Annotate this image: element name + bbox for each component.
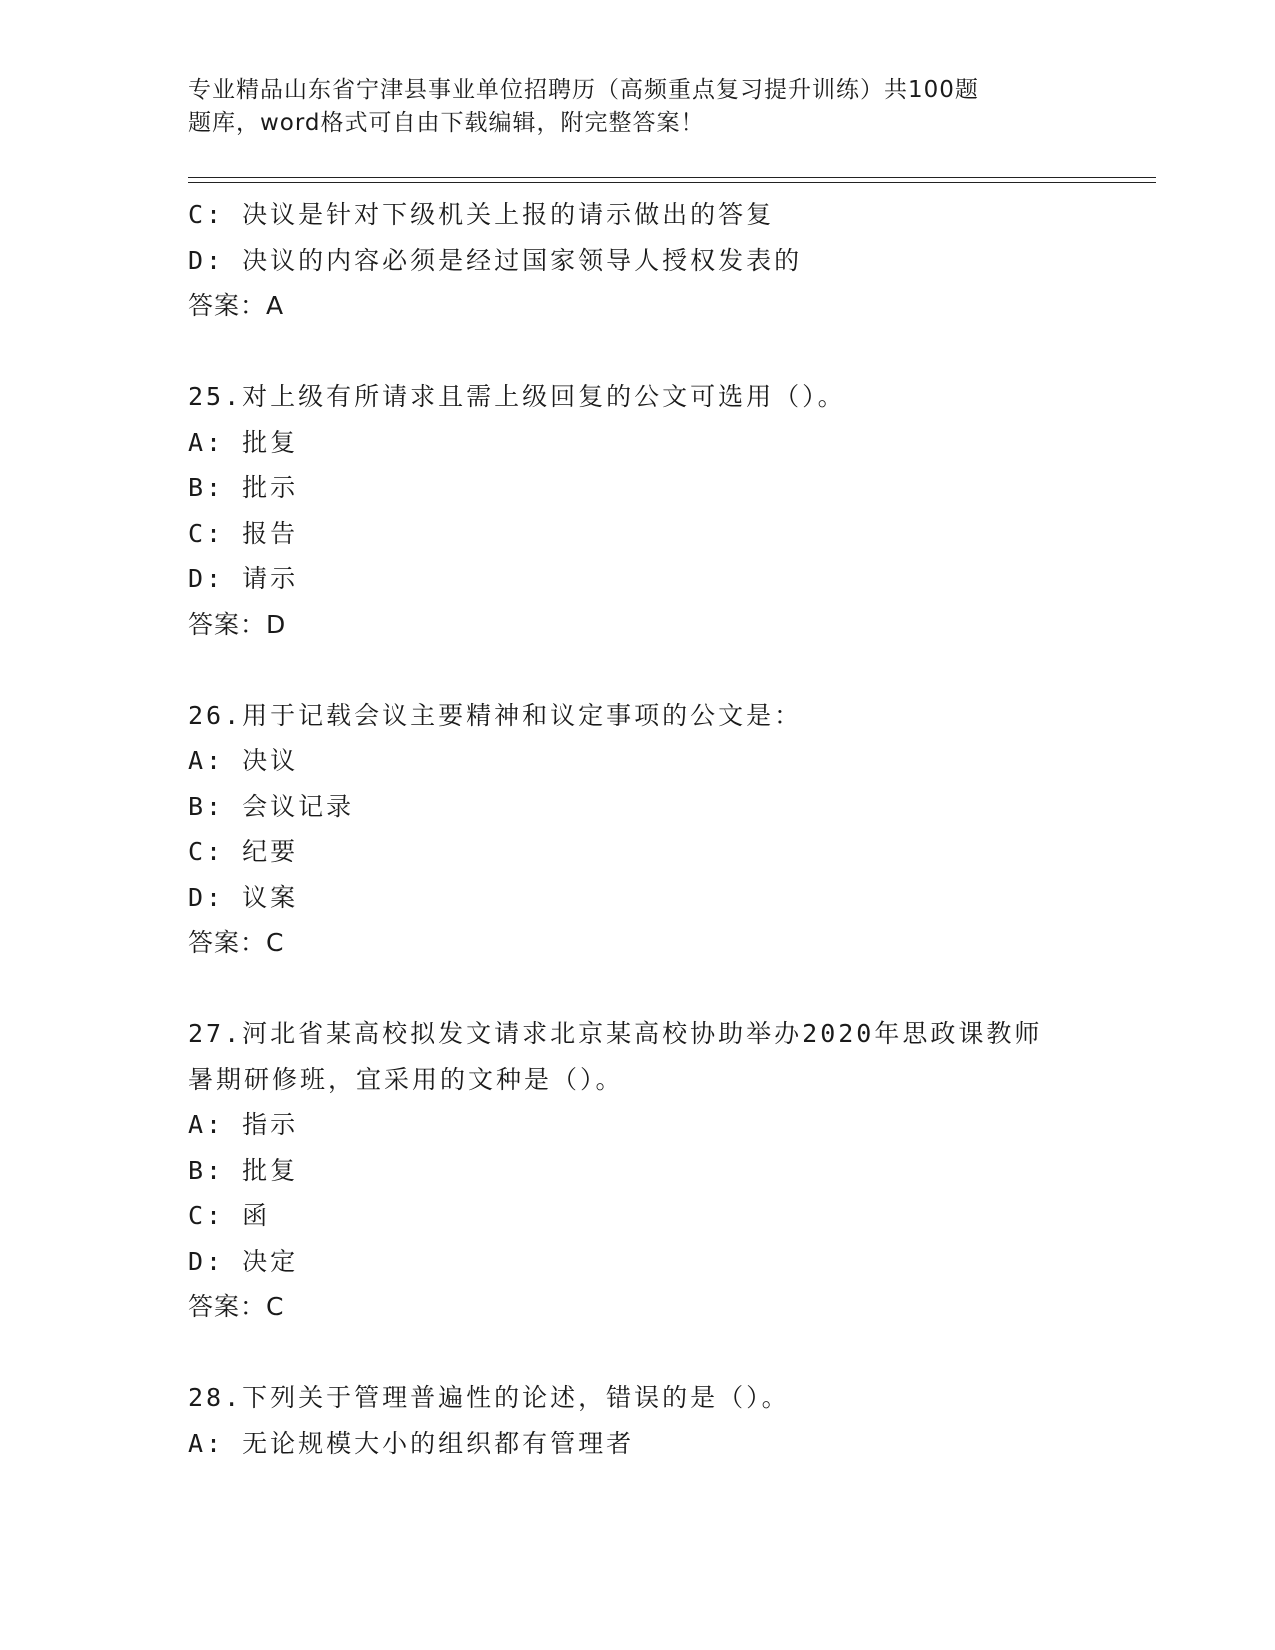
question-stem: 28.下列关于管理普遍性的论述，错误的是（）。 — [188, 1383, 790, 1412]
answer-line: 答案：D — [188, 609, 287, 639]
question-stem: 26.用于记载会议主要精神和议定事项的公文是： — [188, 700, 803, 730]
option-a: A: 批复 — [188, 427, 299, 457]
question-content — [188, 192, 1088, 1466]
question-stem-continued: 暑期研修班，宜采用的文种是（）。 — [188, 1064, 624, 1094]
spacer — [188, 966, 1088, 1012]
option-b: B: 会议记录 — [188, 791, 355, 821]
spacer — [188, 1330, 1088, 1376]
answer-line: 答案：C — [188, 928, 285, 957]
option-c: C: 纪要 — [188, 837, 299, 866]
header-title-line-2: 题库，word格式可自由下载编辑，附完整答案！ — [188, 110, 705, 136]
document-header — [188, 74, 1028, 140]
spacer — [188, 329, 1088, 375]
option-d: D: 决定 — [188, 1246, 299, 1276]
option-c: C: 函 — [188, 1201, 271, 1230]
header-rule-bottom — [188, 182, 1156, 183]
option-d: D: 请示 — [188, 564, 299, 593]
option-d: D: 议案 — [188, 882, 299, 912]
question-stem: 27.河北省某高校拟发文请求北京某高校协助举办2020年思政课教师 — [188, 1019, 1043, 1048]
header-rule-top — [188, 177, 1156, 178]
option-a: A: 指示 — [188, 1110, 299, 1139]
answer-line: 答案：A — [188, 291, 285, 320]
spacer — [188, 647, 1088, 693]
option-c: C: 决议是针对下级机关上报的请示做出的答复 — [188, 200, 775, 229]
option-b: B: 批示 — [188, 473, 299, 502]
option-c: C: 报告 — [188, 518, 299, 548]
option-b: B: 批复 — [188, 1155, 299, 1185]
option-d: D: 决议的内容必须是经过国家领导人授权发表的 — [188, 245, 803, 275]
answer-line: 答案：C — [188, 1292, 285, 1321]
option-a: A: 决议 — [188, 746, 299, 775]
question-stem: 25.对上级有所请求且需上级回复的公文可选用（）。 — [188, 382, 846, 411]
option-a: A: 无论规模大小的组织都有管理者 — [188, 1428, 635, 1458]
header-title-line-1: 专业精品山东省宁津县事业单位招聘历（高频重点复习提升训练）共100题 — [188, 77, 979, 103]
